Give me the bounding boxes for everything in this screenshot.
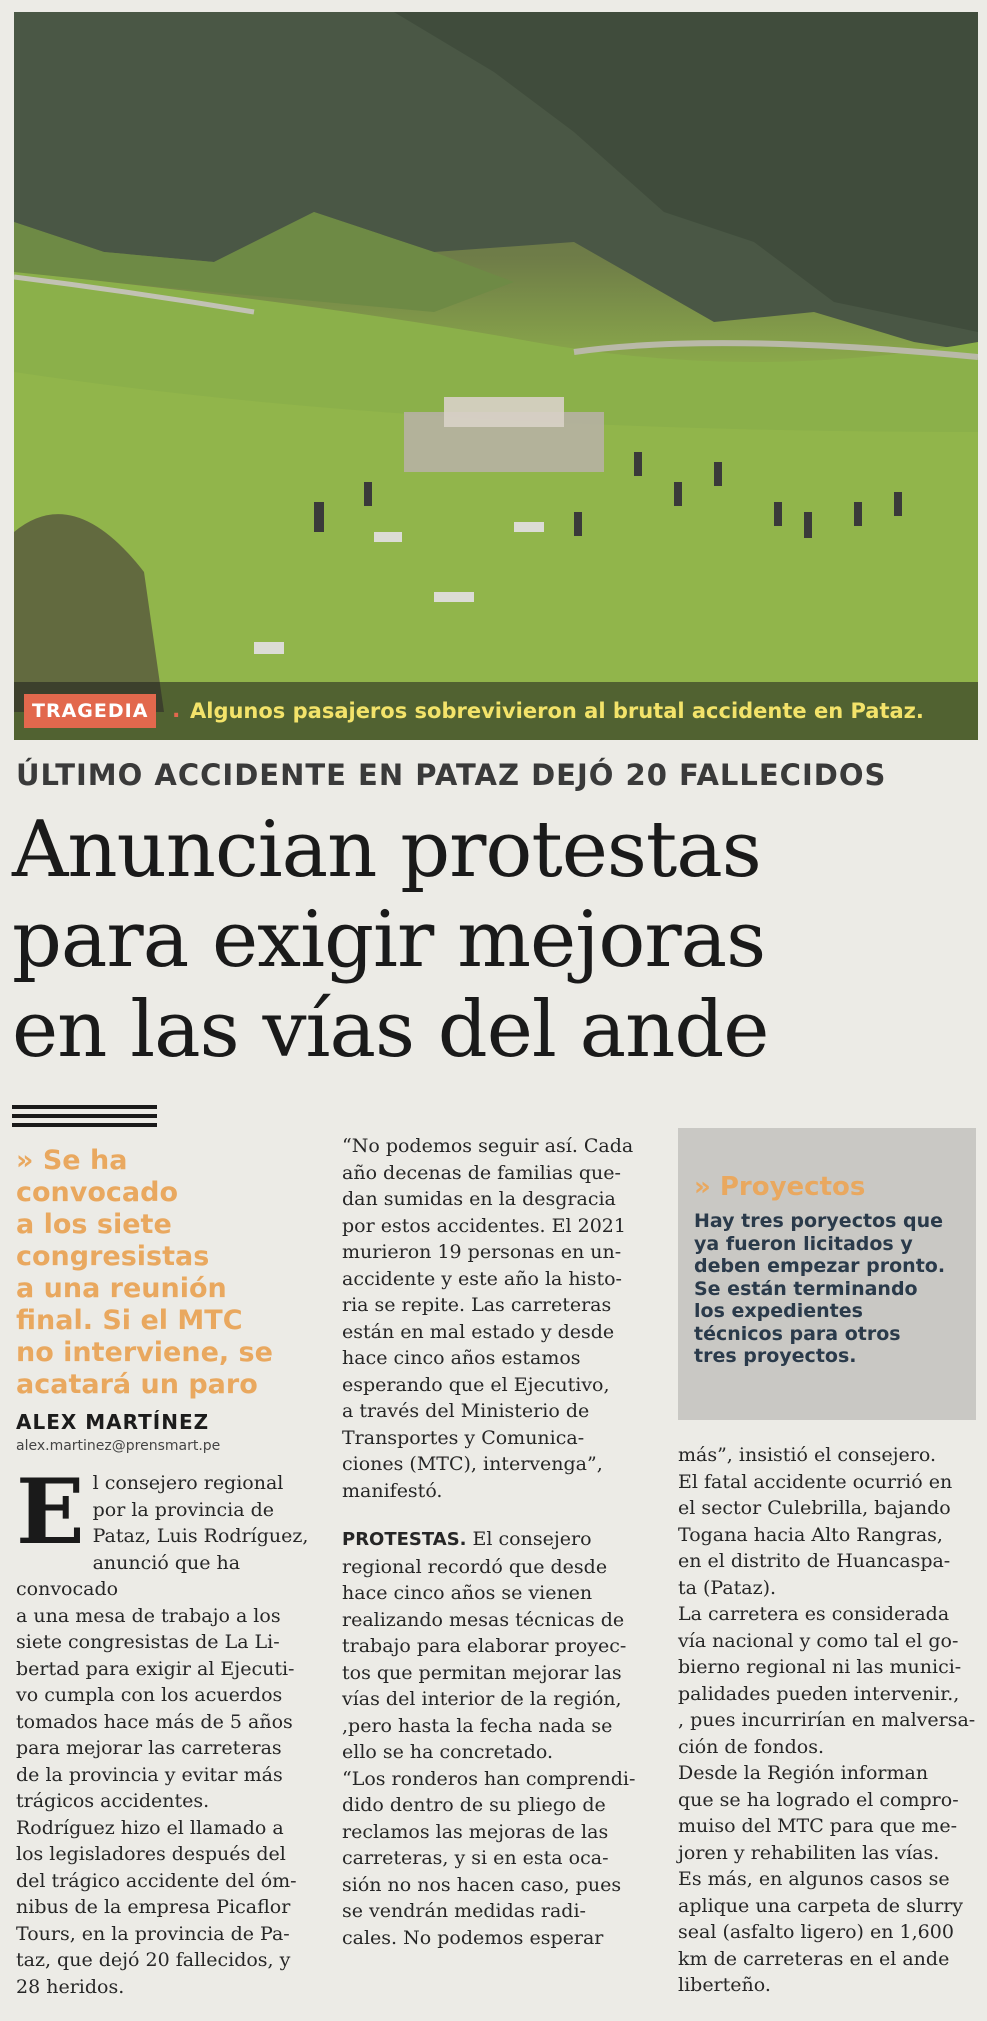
body-line: regional recordó que desde bbox=[342, 1555, 608, 1578]
projects-box bbox=[678, 1128, 976, 1420]
body-line: l consejero regional bbox=[92, 1472, 284, 1494]
body-line: murieron 19 personas en un- bbox=[342, 1241, 622, 1263]
body-line: Rodríguez hizo el llamado a bbox=[16, 1816, 284, 1839]
body-line: carreteras, y si en esta oca- bbox=[342, 1847, 609, 1869]
body-line: el sector Culebrilla, bajando bbox=[678, 1497, 951, 1519]
kicker: ÚLTIMO ACCIDENTE EN PATAZ DEJÓ 20 FALLECIDOS bbox=[16, 758, 887, 792]
box-line: técnicos para otros bbox=[694, 1322, 901, 1345]
body-line: El fatal accidente ocurrió en bbox=[678, 1470, 953, 1493]
body-line: Pataz, Luis Rodríguez, bbox=[92, 1525, 309, 1547]
body-column-3 bbox=[678, 1442, 978, 1999]
body-line: seal (asfalto ligero) en 1,600 bbox=[678, 1921, 954, 1943]
lead-line: no interviene, se bbox=[16, 1337, 273, 1368]
body-line: reclamos las mejoras de las bbox=[342, 1820, 609, 1843]
body-line: tos que permitan mejorar las bbox=[342, 1661, 622, 1684]
body-line: aplique una carpeta de slurry bbox=[678, 1894, 964, 1917]
body-line: Transportes y Comunica- bbox=[342, 1426, 585, 1449]
paragraph-gap bbox=[342, 1504, 664, 1526]
divider-rule bbox=[12, 1123, 157, 1127]
body-line: “No podemos seguir así. Cada bbox=[342, 1135, 634, 1157]
body-line: ciones (MTC), intervenga”, bbox=[342, 1453, 603, 1475]
author-name: ALEX MARTÍNEZ bbox=[16, 1410, 210, 1434]
body-line: Togana hacia Alto Rangras, bbox=[678, 1523, 943, 1546]
body-line: los legisladores después del bbox=[16, 1843, 286, 1865]
body-line: en el distrito de Huancaspa- bbox=[678, 1550, 951, 1572]
body-line: a una mesa de trabajo a los bbox=[16, 1604, 281, 1627]
body-line: bierno regional ni las munici- bbox=[678, 1656, 962, 1678]
body-line: por estos accidentes. El 2021 bbox=[342, 1214, 626, 1237]
body-line: año decenas de familias que- bbox=[342, 1161, 621, 1184]
body-line: La carretera es considerada bbox=[678, 1603, 950, 1625]
body-line: hace cinco años estamos bbox=[342, 1347, 581, 1369]
lead-summary bbox=[16, 1145, 321, 1401]
body-line: vías del interior de la región, bbox=[342, 1688, 622, 1710]
lead-line: » Se ha bbox=[16, 1145, 128, 1176]
box-line: Se están terminando bbox=[694, 1277, 918, 1300]
body-line: nibus de la empresa Picaflor bbox=[16, 1896, 291, 1918]
box-line: tres proyectos. bbox=[694, 1345, 857, 1367]
headline-line: en las vías del ande bbox=[12, 985, 769, 1075]
body-line: hace cinco años se vienen bbox=[342, 1582, 593, 1604]
body-text: El consejero bbox=[466, 1528, 592, 1550]
body-line: del trágico accidente del óm- bbox=[16, 1869, 297, 1892]
lead-line: final. Si el MTC bbox=[16, 1305, 243, 1336]
body-line: trabajo para elaborar proyec- bbox=[342, 1635, 627, 1657]
body-line: esperando que el Ejecutivo, bbox=[342, 1373, 610, 1396]
body-column-2 bbox=[342, 1133, 664, 1951]
body-line: liberteño. bbox=[678, 1974, 771, 1996]
photo-caption: Algunos pasajeros sobrevivieron al brutal accidente en Pataz. bbox=[190, 699, 924, 723]
box-line: los expedientes bbox=[694, 1300, 863, 1322]
body-line: que se ha logrado el compro- bbox=[678, 1788, 959, 1811]
body-line: Es más, en algunos casos se bbox=[678, 1868, 950, 1890]
body-line: ción de fondos. bbox=[678, 1735, 824, 1758]
body-line: ria se repite. Las carreteras bbox=[342, 1294, 612, 1316]
divider-rule bbox=[12, 1114, 157, 1118]
body-line: vía nacional y como tal el go- bbox=[678, 1629, 959, 1652]
body-line: ello se ha concretado. bbox=[342, 1741, 554, 1763]
body-line: ,pero hasta la fecha nada se bbox=[342, 1714, 613, 1737]
lead-line: congresistas bbox=[16, 1241, 210, 1272]
headline bbox=[12, 805, 972, 1075]
body-line: por la provincia de bbox=[92, 1498, 274, 1521]
body-line: anunció que ha convocado bbox=[16, 1551, 241, 1600]
headline-line: para exigir mejoras bbox=[12, 895, 766, 985]
body-line: tomados hace más de 5 años bbox=[16, 1710, 293, 1733]
box-text bbox=[694, 1210, 966, 1368]
box-title: » Proyectos bbox=[694, 1172, 866, 1202]
body-line: a través del Ministerio de bbox=[342, 1400, 590, 1422]
body-line: km de carreteras en el ande bbox=[678, 1947, 950, 1970]
caption-bar bbox=[14, 682, 978, 740]
body-line: sión no nos hacen caso, pues bbox=[342, 1873, 622, 1896]
box-line: deben empezar pronto. bbox=[694, 1255, 946, 1277]
author-email: alex.martinez@prensmart.pe bbox=[16, 1438, 221, 1454]
drop-cap: E bbox=[16, 1459, 85, 1565]
tag-label: TRAGEDIA bbox=[24, 694, 156, 728]
body-line: muiso del MTC para que me- bbox=[678, 1815, 958, 1837]
landscape-illustration bbox=[14, 12, 978, 740]
body-line: de la provincia y evitar más bbox=[16, 1763, 283, 1786]
accident-photo bbox=[14, 12, 978, 740]
body-line: joren y rehabiliten las vías. bbox=[678, 1841, 940, 1864]
subhead-protestas: PROTESTAS. bbox=[342, 1529, 467, 1550]
headline-line: Anuncian protestas bbox=[12, 805, 761, 895]
body-line: están en mal estado y desde bbox=[342, 1320, 615, 1343]
body-line: para mejorar las carreteras bbox=[16, 1737, 282, 1759]
tag-dot: . bbox=[172, 698, 181, 723]
body-line: , pues incurrirían en malversa- bbox=[678, 1709, 976, 1731]
body-line bbox=[342, 1526, 664, 1554]
body-line: palidades pueden intervenir., bbox=[678, 1682, 960, 1705]
body-line: “Los ronderos han comprendi- bbox=[342, 1767, 636, 1790]
body-line: accidente y este año la histo- bbox=[342, 1267, 622, 1290]
body-line: cales. No podemos esperar bbox=[342, 1926, 604, 1949]
lead-line: acatará un paro bbox=[16, 1369, 258, 1400]
body-line: ta (Pataz). bbox=[678, 1576, 777, 1599]
box-line: Hay tres poryectos que bbox=[694, 1210, 944, 1232]
body-line: vo cumpla con los acuerdos bbox=[16, 1684, 283, 1706]
body-line: siete congresistas de La Li- bbox=[16, 1631, 280, 1653]
body-line: manifestó. bbox=[342, 1479, 443, 1502]
body-line: trágicos accidentes. bbox=[16, 1790, 210, 1812]
body-line: más”, insistió el consejero. bbox=[678, 1444, 937, 1466]
body-line: dido dentro de su pliego de bbox=[342, 1794, 606, 1816]
box-line: ya fueron licitados y bbox=[694, 1232, 913, 1255]
body-line: Desde la Región informan bbox=[678, 1762, 929, 1784]
body-line: dan sumidas en la desgracia bbox=[342, 1188, 616, 1210]
body-line: taz, que dejó 20 fallecidos, y bbox=[16, 1949, 291, 1971]
lead-line: a los siete bbox=[16, 1209, 172, 1240]
body-column-1 bbox=[16, 1459, 328, 2000]
body-line: realizando mesas técnicas de bbox=[342, 1608, 625, 1631]
body-line: se vendrán medidas radi- bbox=[342, 1900, 586, 1922]
body-line: bertad para exigir al Ejecuti- bbox=[16, 1657, 295, 1680]
lead-line: a una reunión bbox=[16, 1273, 227, 1304]
body-line: 28 heridos. bbox=[16, 1975, 125, 1998]
divider-rule bbox=[12, 1105, 157, 1109]
body-line: Tours, en la provincia de Pa- bbox=[16, 1922, 290, 1945]
lead-line: convocado bbox=[16, 1177, 179, 1208]
